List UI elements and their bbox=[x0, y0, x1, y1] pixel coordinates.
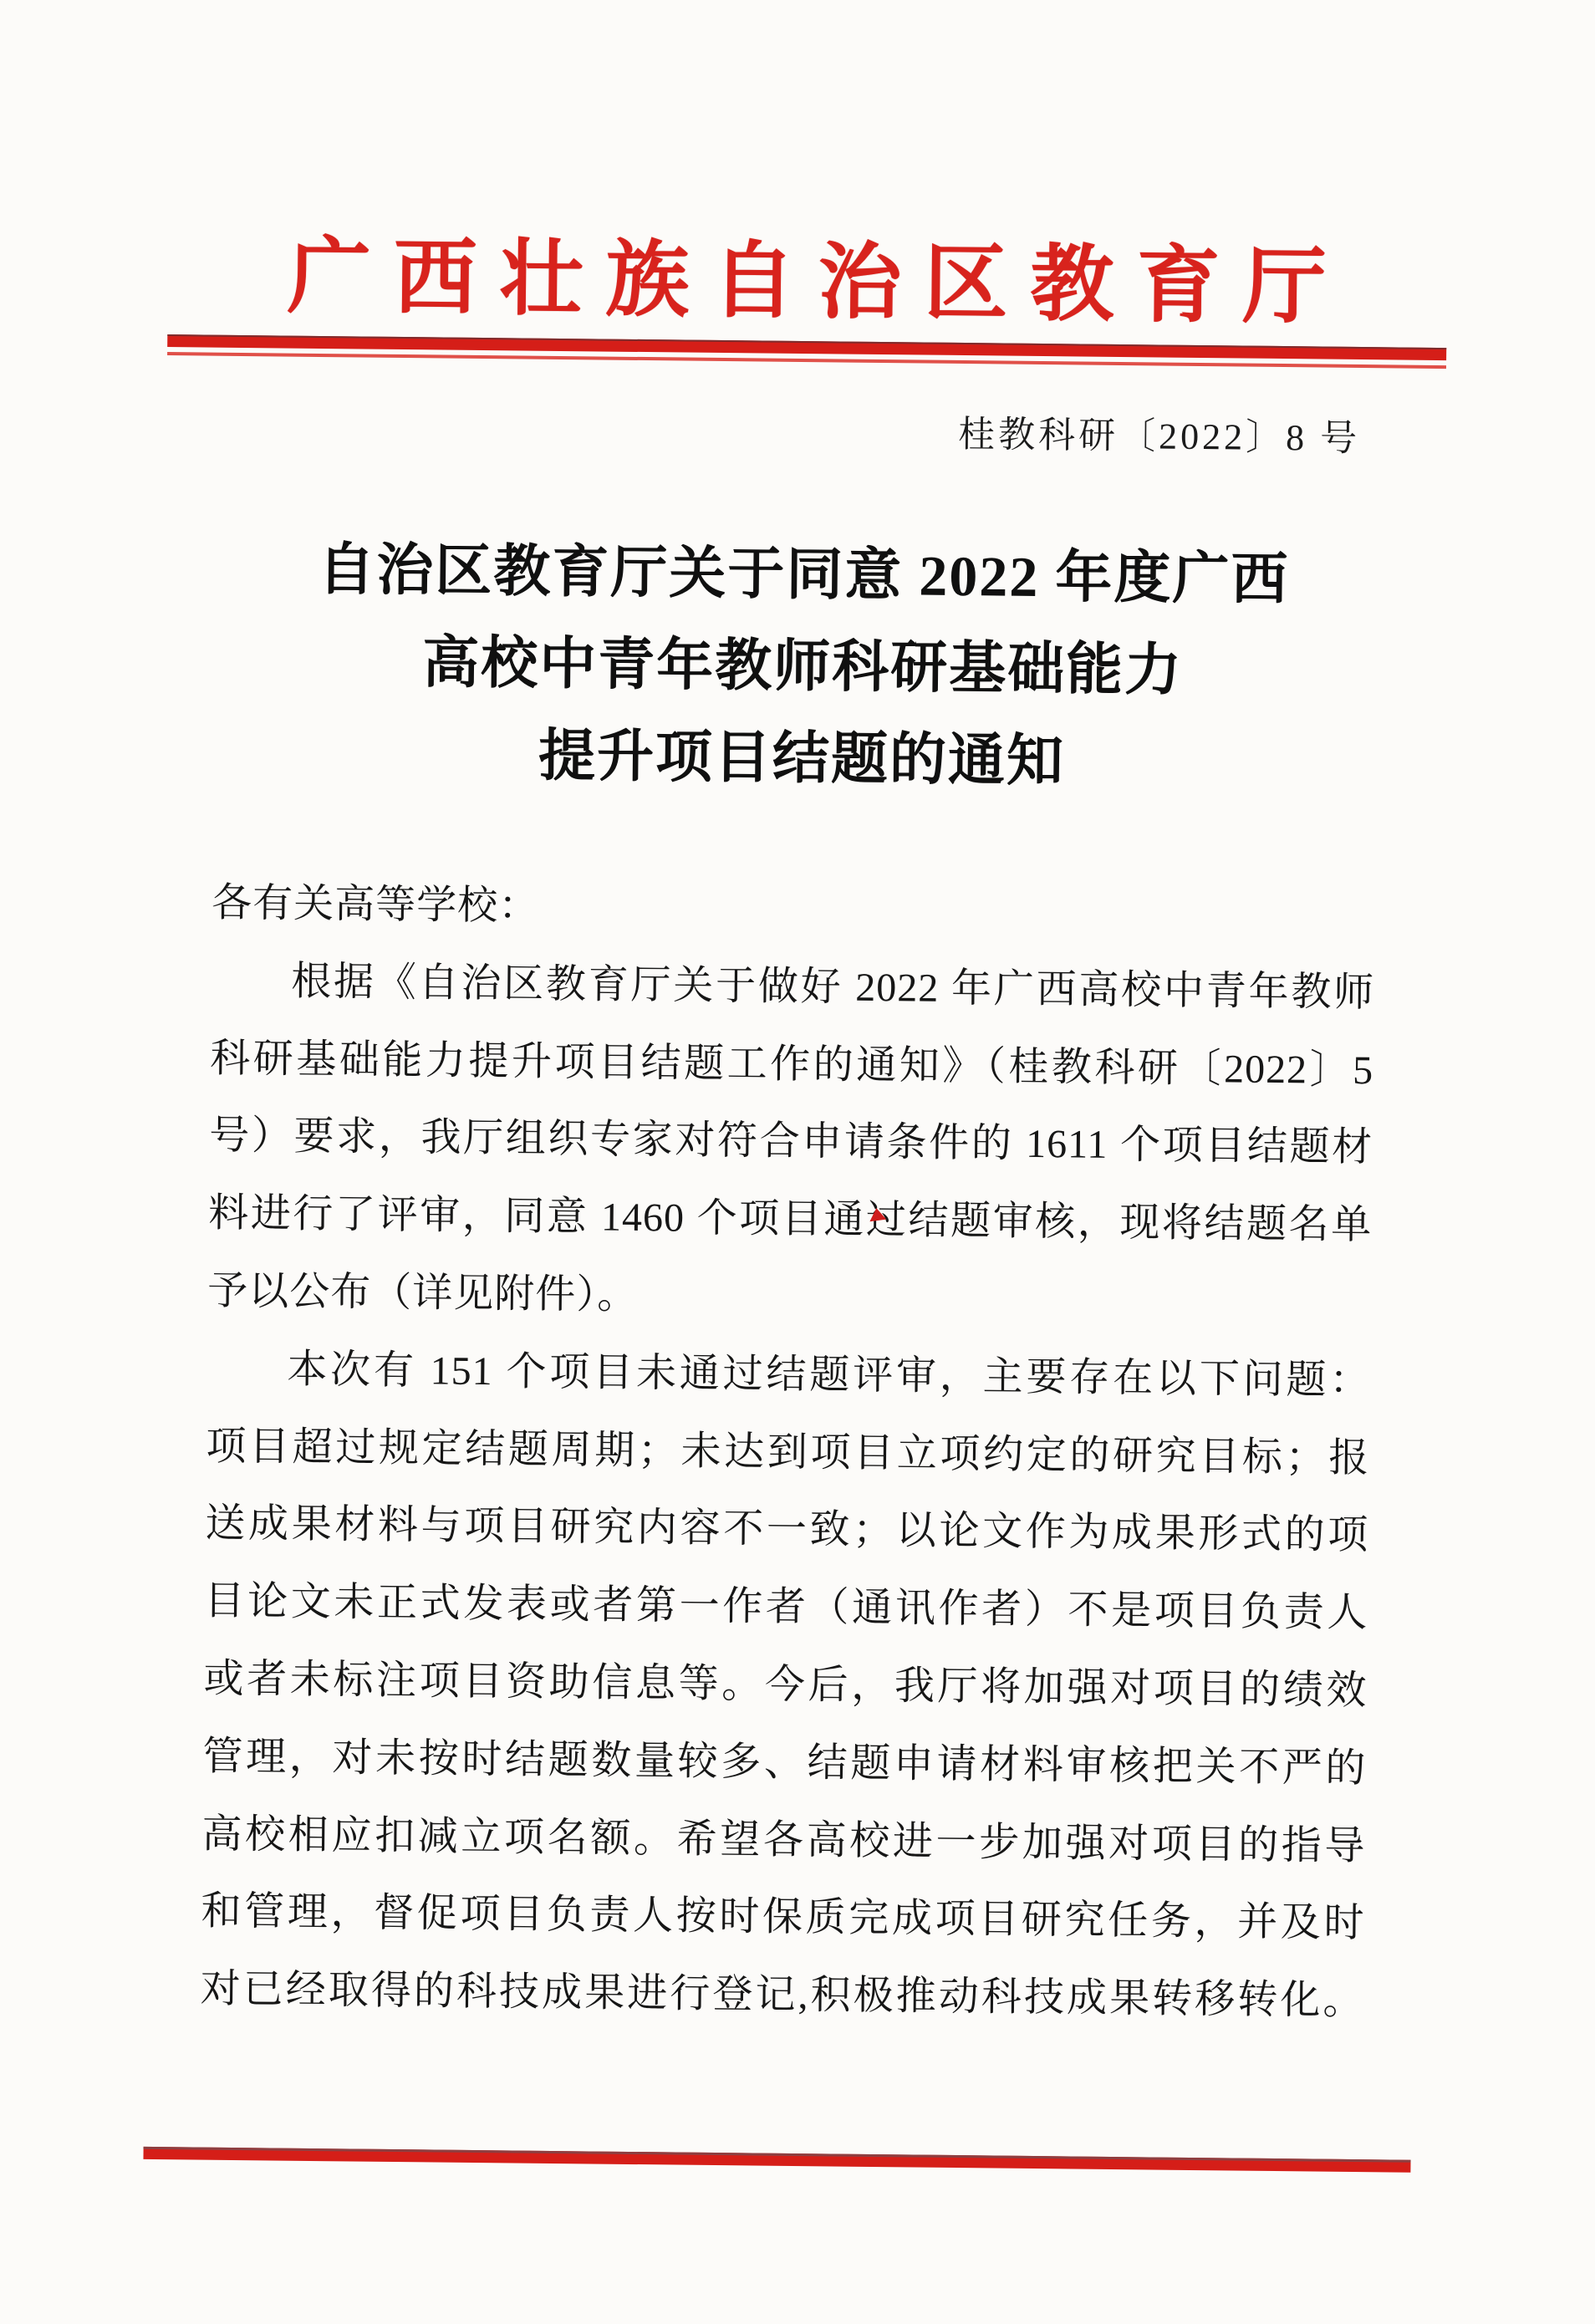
body-line: 对已经取得的科技成果进行登记,积极推动科技成果转移转化。 bbox=[200, 1966, 1364, 2024]
body-line: 目论文未正式发表或者第一作者（通讯作者）不是项目负责人 bbox=[204, 1578, 1368, 1636]
document-body bbox=[200, 865, 1375, 2041]
body-line: 送成果材料与项目研究内容不一致；以论文作为成果形式的项 bbox=[205, 1501, 1369, 1558]
document-title-line-2: 高校中青年教师科研基础能力 bbox=[421, 630, 1184, 702]
document-number: 桂教科研〔2022〕8 号 bbox=[957, 413, 1361, 459]
scan-artifact-mark bbox=[868, 1207, 886, 1221]
body-line: 高校相应扣减立项名额。希望各高校进一步加强对项目的指导 bbox=[201, 1812, 1366, 1868]
body-line: 各有关高等学校： bbox=[211, 880, 540, 929]
document-title bbox=[4, 520, 1595, 813]
body-line: 项目超过规定结题周期；未达到项目立项约定的研究目标；报 bbox=[206, 1424, 1370, 1481]
body-line: 予以公布（详见附件）。 bbox=[207, 1268, 639, 1317]
document-title-line-3: 提升项目结题的通知 bbox=[538, 723, 1066, 793]
body-line: 根据《自治区教育厅关于做好 2022 年广西高校中青年教师 bbox=[290, 959, 1375, 1016]
body-line: 管理，对未按时结题数量较多、结题申请材料审核把关不严的 bbox=[202, 1734, 1367, 1791]
letterhead-rule bbox=[167, 334, 1446, 369]
body-line: 料进行了评审，同意 1460 个项目通过结题审核，现将结题名单 bbox=[208, 1190, 1373, 1248]
body-line: 和管理，督促项目负责人按时保质完成项目研究任务，并及时 bbox=[201, 1888, 1365, 1946]
body-line: 本次有 151 个项目未通过结题评审，主要存在以下问题： bbox=[287, 1347, 1371, 1403]
document-title-line-1: 自治区教育厅关于同意 2022 年度广西 bbox=[317, 537, 1290, 612]
body-line: 科研基础能力提升项目结题工作的通知》（桂教科研〔2022〕5 bbox=[209, 1036, 1374, 1093]
body-line: 号）要求，我厅组织专家对符合申请条件的 1611 个项目结题材 bbox=[209, 1114, 1373, 1170]
footer-rule bbox=[143, 2147, 1410, 2173]
body-line: 或者未标注项目资助信息等。今后，我厅将加强对项目的绩效 bbox=[203, 1656, 1368, 1714]
agency-name: 广西壮族自治区教育厅 bbox=[286, 230, 1350, 334]
